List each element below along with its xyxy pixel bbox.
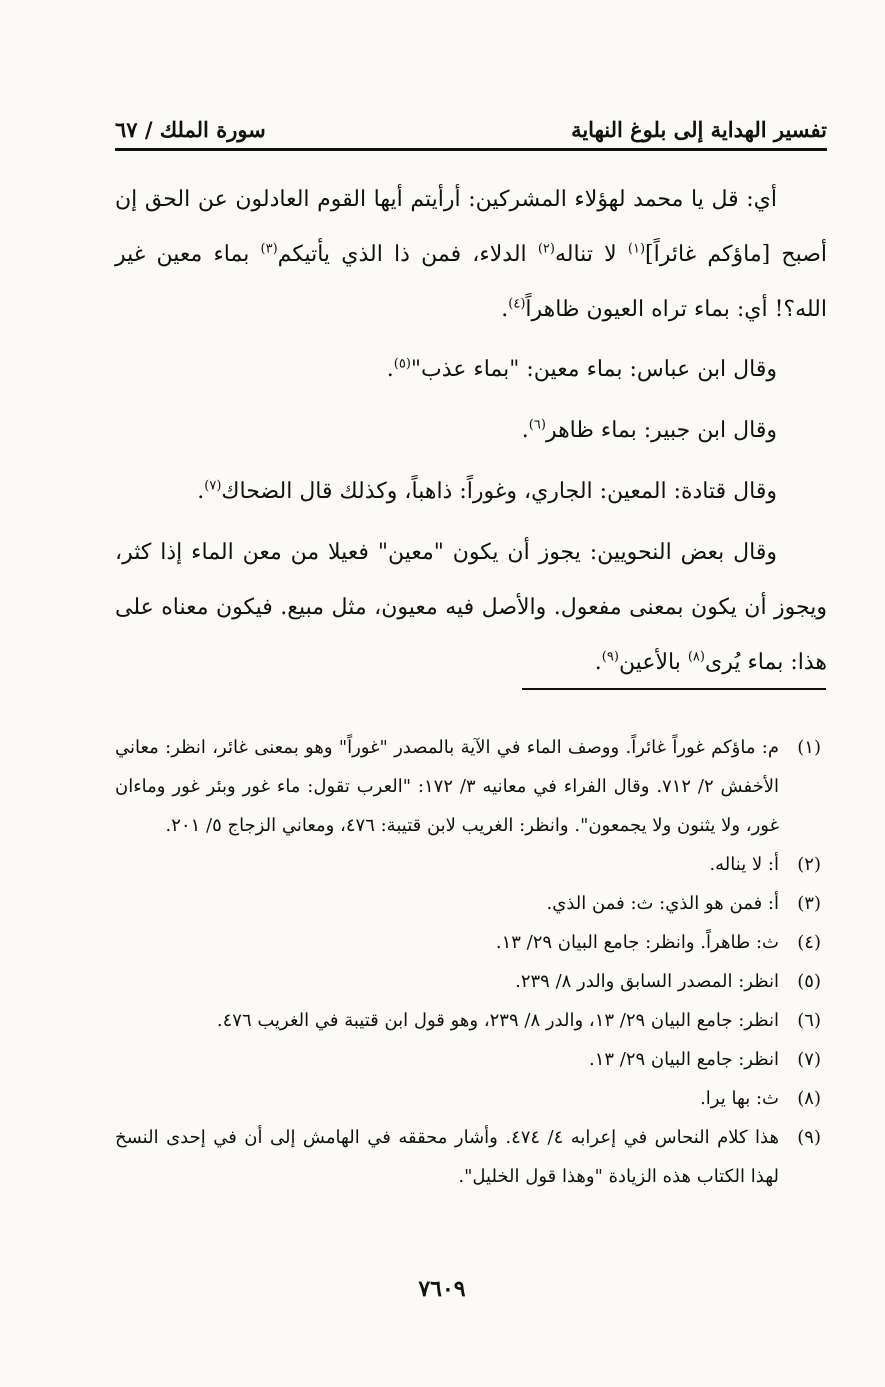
footnote-marker: (٧) [204,478,222,494]
paragraph [115,525,827,690]
footnote-number: (١) [797,737,821,758]
footnote-text: أ: لا يناله. [709,854,779,875]
running-header [115,112,827,146]
text-run: بماء معين غير الله؟! أي: بماء تراه العيون ظاهراً [115,242,827,322]
text-run: . [501,297,509,322]
footnote-text: أ: فمن هو الذي: ث: فمن الذي. [546,893,779,914]
footnote-marker: (٢) [537,241,555,257]
text-run: وقال قتادة: المعين: الجاري، وغوراً: ذاهباً، وكذلك قال الضحاك [221,479,777,504]
text-run: . [594,650,602,675]
footnote-number: (٨) [797,1088,821,1109]
footnote-number: (٧) [797,1049,821,1070]
footnote-item [115,923,827,962]
text-run: . [521,418,529,443]
surah-page-label: سورة الملك / ٦٧ [115,116,266,142]
footnote-divider [522,688,826,690]
main-text [115,172,827,690]
footnote-text: هذا كلام النحاس في إعرابه ٤/ ٤٧٤. وأشار محققه في الهامش إلى أن في إحدى النسخ لهذا الكتاب هذه الزيادة "وهذا قول الخليل". [115,1127,779,1187]
page-number: ٧٦٠٩ [418,1276,466,1302]
footnote-text: انظر: المصدر السابق والدر ٨/ ٢٣٩. [515,971,779,992]
footnote-item [115,1079,827,1118]
footnote-marker: (٥) [393,356,411,372]
footnote-marker: (٨) [687,649,705,665]
header-divider [115,148,827,151]
footnote-marker: (٦) [528,417,546,433]
text-run: وقال ابن جبير: بماء ظاهر [545,418,777,443]
text-run: بالأعين [618,650,688,675]
book-title: تفسير الهداية إلى بلوغ النهاية [571,116,827,142]
footnote-text: انظر: جامع البيان ٢٩/ ١٣، والدر ٨/ ٢٣٩، وهو قول ابن قتيبة في الغريب ٤٧٦. [216,1010,779,1031]
footnote-marker: (٩) [601,649,619,665]
footnote-item [115,1118,827,1196]
paragraph [115,403,827,458]
footnote-number: (٢) [797,854,821,875]
text-run: لا تناله [554,242,628,267]
footnote-text: ث: طاهراً. وانظر: جامع البيان ٢٩/ ١٣. [495,932,779,953]
footnote-item [115,962,827,1001]
text-run: أي: قل يا محمد لهؤلاء المشركين: أرأيتم أيها القوم العادلون عن الحق إن أصبح [ماؤكم غائراً] [115,187,828,267]
footnote-item [115,1040,827,1079]
text-run: وقال ابن عباس: بماء معين: "بماء عذب" [410,357,777,382]
footnote-number: (٤) [797,932,821,953]
footnote-item [115,884,827,923]
footnotes [115,728,827,1196]
paragraph [115,342,827,397]
footnote-number: (٦) [797,1010,821,1031]
footnote-item [115,728,827,845]
text-run: . [386,357,394,382]
footnote-text: انظر: جامع البيان ٢٩/ ١٣. [588,1049,779,1070]
text-run: وقال بعض النحويين: يجوز أن يكون "معين" فعيلا من معن الماء إذا كثر، ويجوز أن يكون بمعنى مفعول. والأصل فيه معيون، مثل مبيع. فيكون معناه على هذا: بماء يُرى [115,540,827,675]
footnote-item [115,1001,827,1040]
footnote-marker: (٣) [260,241,278,257]
footnote-number: (٥) [797,971,821,992]
paragraph [115,464,827,519]
footnote-marker: (١) [627,241,646,257]
text-run: . [197,479,205,504]
footnote-text: م: ماؤكم غوراً غائراً. ووصف الماء في الآية بالمصدر "غوراً" وهو بمعنى غائر، انظر: معاني الأخفش ٢/ ٧١٢. وقال الفراء في معانيه ٣/ ١٧٢: "العرب تقول: ماء غور وبئر غور وماءان غور، ولا يثنون ولا يجمعون". وانظر: الغريب لابن قتيبة: ٤٧٦، ومعاني الزجاج ٥/ ٢٠١. [115,737,779,836]
footnote-number: (٩) [797,1127,821,1148]
footnote-item [115,845,827,884]
footnote-number: (٣) [797,893,821,914]
paragraph [115,172,827,337]
footnote-marker: (٤) [508,296,526,312]
footnote-text: ث: بها يرا. [700,1088,779,1109]
text-run: الدلاء، فمن ذا الذي يأتيكم [277,242,538,267]
